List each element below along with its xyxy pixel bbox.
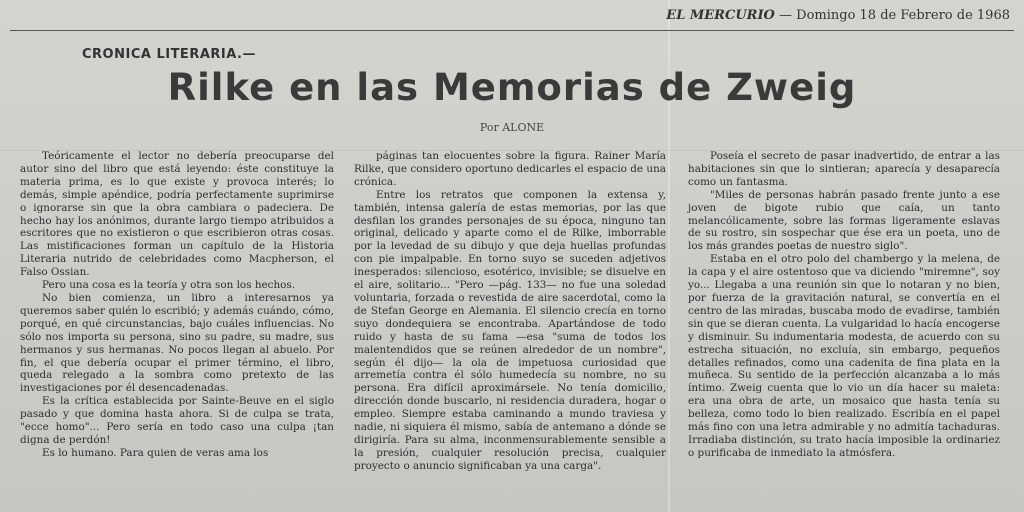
paragraph: Teóricamente el lector no debería preocuparse del autor sino del libro que está leyendo: éste constituye la materia prima, es lo que existe y provoca interés; lo demás, simple apéndice, podría perfectamente suprimirse o ignorarse sin que la obra cambiara o padeciera. De hecho hay los anónimos, durante largo tiempo atribuidos a escritores que no existieron o que escribieron otras cosas. Las mistificaciones forman un capítulo de la Historia Literaria nutrido de celebridades como Macpherson, el Falso Ossian.: [20, 150, 334, 279]
paragraph: Pero una cosa es la teoría y otra son los hechos.: [42, 279, 296, 292]
paragraph: Es lo humano. Para quien de veras ama los: [42, 446, 269, 459]
paragraph: "Miles de personas habrán pasado frente junto a ese joven de bigote rubio que caía, un tanto melancólicamente, sobre las formas ligeramente eslavas de su rostro, sin sospechar que ése era un poeta, uno de los más grandes poetas de nuestro siglo".: [688, 188, 1000, 253]
paragraph: Entre los retratos que componen la extensa y, también, intensa galería de estas memorias, por las que desfilan los grandes personajes de su época, ninguno tan original, delicado y aparte como el de Rilke, imborrable por la levedad de su dibujo y que deja huellas profundas con pie impalpable. En torno suyo se suceden adjetivos inesperados: silencioso, esotérico, invisible; se disuelve en el aire, solitario... "Pero —pág. 133— no fue una soledad voluntaria, forzada o revestida de aire sacerdotal, como la de Stefan George en Alemania. El silencio crecía en torno suyo dondequiera se encontraba. Apartándose de todo ruido y hasta de su fama —esa "suma de todos los malentendidos que se reúnen alrededor de un nombre", según él dijo— la ola de impetuosa curiosidad que arremetía contra él sólo humedecía su nombre, no su persona. Era difícil aproximársele. No tenía domicilio, dirección donde buscarlo, ni residencia duradera, hogar o empleo. Siempre estaba caminando a mundo traviesa y nadie, ni siquiera él mismo, sabía de antemano a dónde se dirigiría. Para su alma, inconmensurablemente sensible a la presión, cualquier resolución precisa, cualquier proyecto o anuncio significaban ya una carga".: [354, 188, 666, 472]
issue-date: — Domingo 18 de Febrero de 1968: [779, 8, 1010, 23]
header-rule: [10, 30, 1014, 31]
section-label: CRONICA LITERARIA.—: [82, 47, 256, 62]
paragraph: Estaba en el otro polo del chambergo y la melena, de la capa y el aire ostentoso que va diciendo "miremne", soy yo... Llegaba a una reunión sin que lo notaran y no bien, por fuerza de la gravitación natural, se convertía en el centro de las miradas, buscaba modo de evadirse, también sin que se dieran cuenta. La vulgaridad lo hacía encogerse y disminuir. Su indumentaria modesta, de acuerdo con su estrecha situación, no excluía, sin embargo, pequeños detalles refinados, como una cadenita de fina plata en la muñeca. Su sentido de la perfección alcanzaba a lo más íntimo. Zweig cuenta que lo vio un día hacer su maleta: era una obra de arte, un mosaico que hasta tenía su belleza, como todo lo bien realizado. Escribía en el papel más fino con una letra admirable y no admitía tachaduras. Irradiaba distinción, su trato hacía imposible la ordinariez o purificaba de inmediato la atmósfera.: [688, 253, 1000, 459]
article-column-2: [354, 150, 666, 473]
paragraph: páginas tan elocuentes sobre la figura. Rainer María Rilke, que considero oportuno dedicarles el espacio de una crónica.: [354, 150, 666, 188]
article-column-1: [20, 150, 334, 460]
article-title: Rilke en las Memorias de Zweig: [167, 66, 857, 109]
article-column-3: [688, 150, 1000, 460]
article-byline: Por ALONE: [479, 121, 545, 134]
publication-name: EL MERCURIO: [666, 8, 775, 23]
page-header: [666, 8, 1010, 23]
paragraph: Es la crítica establecida por Sainte-Beuve en el siglo pasado y que domina hasta ahora. Si de culpa se trata, "ecce homo"... Pero sería en todo caso una culpa ¡tan digna de perdón!: [20, 395, 334, 446]
paragraph: No bien comienza, un libro a interesarnos ya queremos saber quién lo escribió; y además cuándo, cómo, porqué, en qué circunstancias, bajo cuáles influencias. No sólo nos importa su persona, sino su padre, su madre, sus hermanos y sus hermanas. No pocos llegan al abuelo. Por fin, el que debería ocupar el primer término, el libro, queda relegado a la sombra como pretexto de las investigaciones por él desencadenadas.: [20, 291, 334, 395]
paragraph: Poseía el secreto de pasar inadvertido, de entrar a las habitaciones sin que lo sintieran; aparecía y desaparecía como un fantasma.: [688, 150, 1000, 188]
